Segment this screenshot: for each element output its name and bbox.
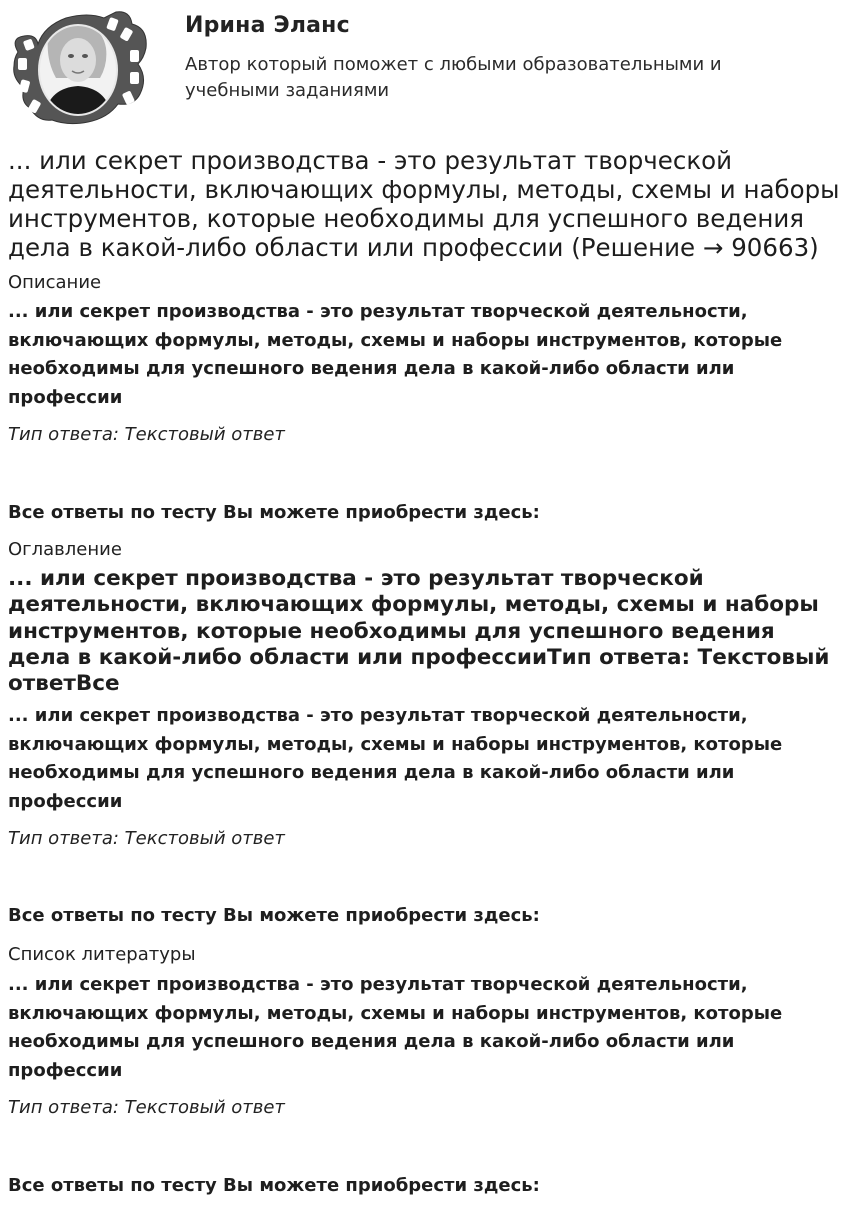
toc-heading: ... или секрет производства - это результат творческой деятельности, включающих формулы, методы, схемы и наборы инструментов, которые необходимы для успешного ведения дела в какой-либо области или профессииТип ответа: Текстовый ответВсе (8, 566, 830, 697)
toc-answer-type: Тип ответа: Текстовый ответ (8, 828, 285, 850)
literature-answer-type: Тип ответа: Текстовый ответ (8, 1097, 285, 1119)
author-name: Ирина Эланс (185, 13, 350, 38)
description-buy-link[interactable]: Все ответы по тесту Вы можете приобрести здесь: (8, 502, 540, 523)
literature-buy-link[interactable]: Все ответы по тесту Вы можете приобрести здесь: (8, 1175, 540, 1197)
toc-text: ... или секрет производства - это результат творческой деятельности, включающих формулы, методы, схемы и наборы инструментов, которые необходимы для успешного ведения дела в какой-либо области или профессии (8, 705, 783, 812)
author-card (8, 8, 839, 126)
description-text: ... или секрет производства - это результат творческой деятельности, включающих формулы, методы, схемы и наборы инструментов, которые необходимы для успешного ведения дела в какой-либо области или профессии (8, 301, 783, 408)
toc-buy-link[interactable]: Все ответы по тесту Вы можете приобрести здесь: (8, 905, 540, 927)
description-answer-type: Тип ответа: Текстовый ответ (8, 424, 285, 445)
main-content (8, 146, 840, 1197)
author-description: Автор который поможет с любыми образовательными и учебными заданиями (185, 54, 722, 101)
literature-text: ... или секрет производства - это результат творческой деятельности, включающих формулы, методы, схемы и наборы инструментов, которые необходимы для успешного ведения дела в какой-либо области или профессии (8, 974, 783, 1081)
section-label-literature: Список литературы (8, 944, 196, 966)
section-label-description: Описание (8, 272, 102, 293)
author-avatar (8, 8, 150, 126)
section-label-toc: Оглавление (8, 539, 122, 560)
page-title: ... или секрет производства - это результат творческой деятельности, включающих формулы, методы, схемы и наборы инструментов, которые необходимы для успешного ведения дела в какой-либо области или профессии (Решение → 90663) (8, 146, 840, 262)
